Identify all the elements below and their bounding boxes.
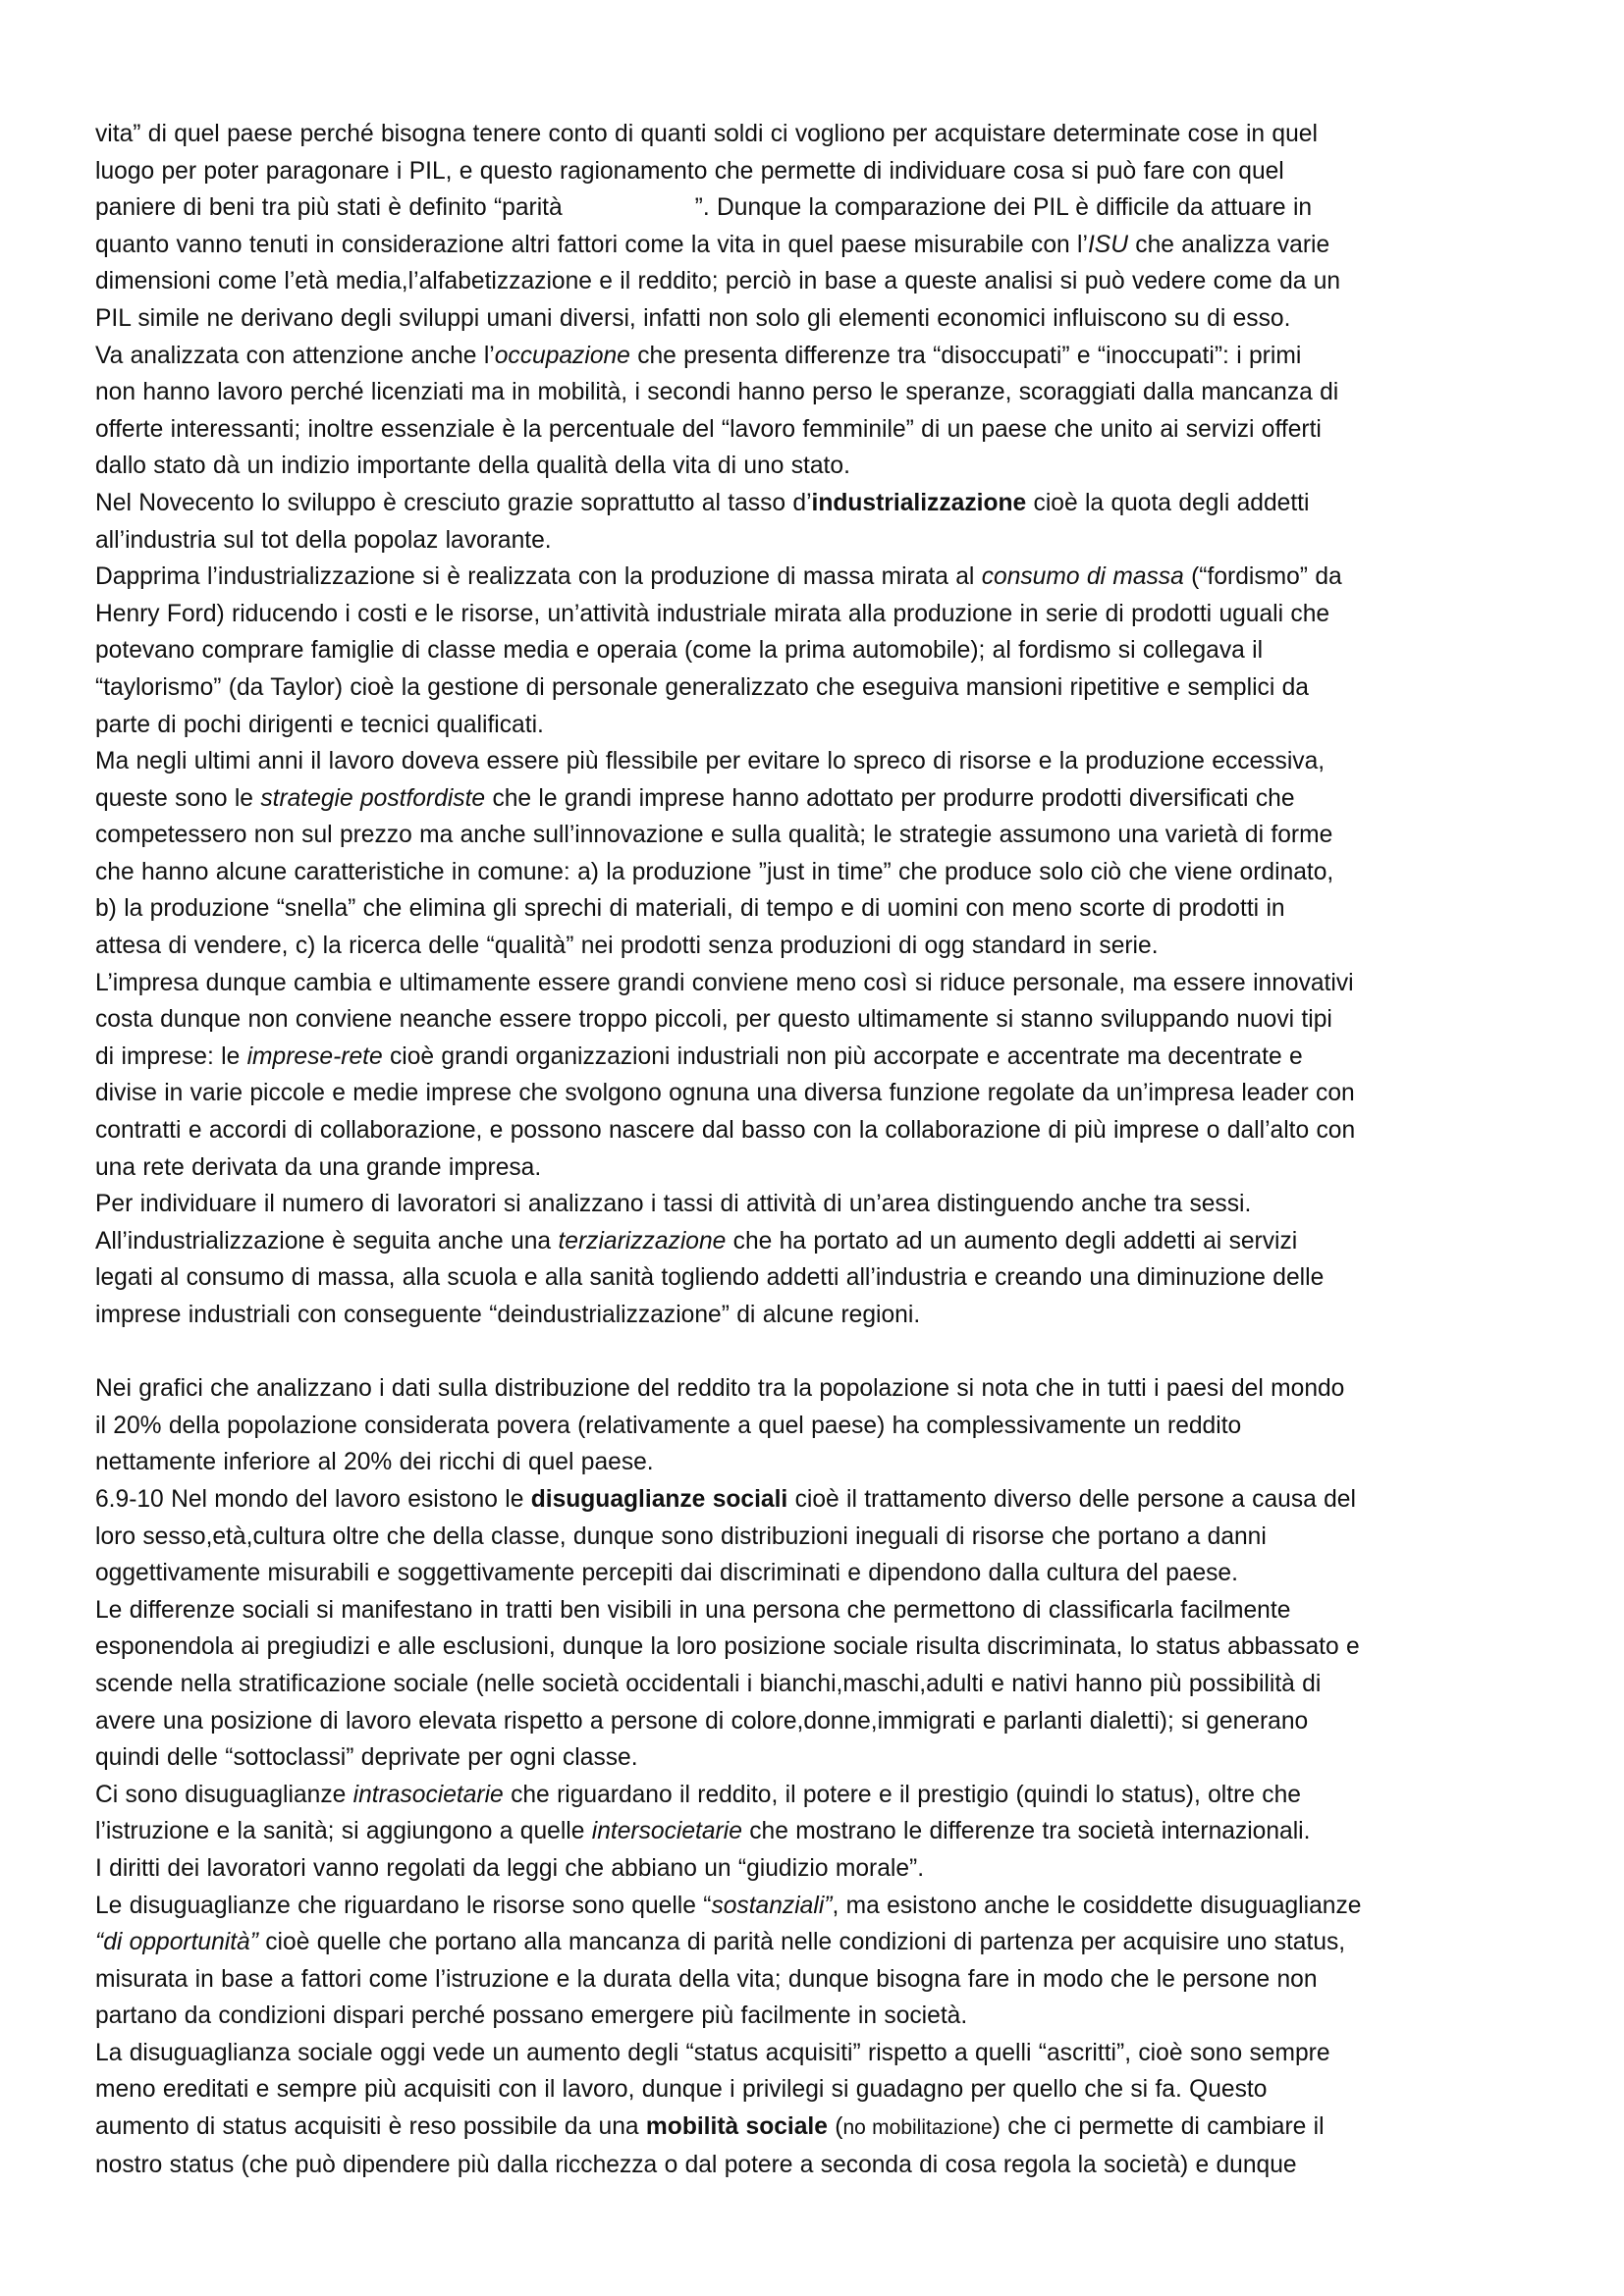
text-run: Ma negli ultimi anni il lavoro doveva essere più flessibile per evitare lo spreco di risorse e la produzione eccessiva, [95,748,1326,775]
text-line [95,1961,1539,1999]
text-run: parte di pochi dirigenti e tecnici qualificati. [95,711,544,738]
text-line [95,965,1539,1002]
text-run: che hanno alcune caratteristiche in comune: a) la produzione ”just in time” che produce solo ciò che viene ordinato, [95,858,1334,885]
text-line [95,1001,1539,1039]
text-run: loro sesso,età,cultura oltre che della classe, dunque sono distribuzioni ineguali di risorse che portano a danni [95,1522,1267,1550]
text-run: Va analizzata con attenzione anche l’ [95,342,495,369]
text-line [95,1149,1539,1187]
text-run: di imprese: le [95,1042,247,1070]
paragraph [95,743,1539,965]
text-run: meno ereditati e sempre più acquisiti con il lavoro, dunque i privilegi si guadagno per quello che si fa. Questo [95,2076,1268,2104]
text-run: queste sono le [95,784,261,812]
italic-term: imprese-rete [246,1042,383,1070]
text-run: divise in varie piccole e medie imprese che svolgono ognuna una diversa funzione regolate da un’impresa leader con [95,1080,1355,1107]
text-line [95,1519,1539,1556]
italic-term: intrasocietarie [352,1781,504,1808]
text-line [95,890,1539,928]
text-line [95,1703,1539,1740]
italic-term: terziarizzazione [558,1227,727,1255]
text-line [95,1850,1539,1888]
text-run: cioè grandi organizzazioni industriali non più accorpate e accentrate ma decentrate e [382,1042,1303,1070]
text-line [95,1186,1539,1223]
text-run: dimensioni come l’età media,l’alfabetizzazione e il reddito; perciò in base a queste analisi si può vedere come da un [95,268,1341,295]
bold-term: disuguaglianze sociali [530,1485,788,1513]
text-run: quanto vanno tenuti in considerazione altri fattori come la vita in quel paese misurabile con l’ [95,231,1088,258]
text-run: La disuguaglianza sociale oggi vede un aumento degli “status acquisiti” rispetto a quelli “ascritti”, cioè sono sempre [95,2039,1330,2066]
paragraph [95,1186,1539,1223]
text-run: Henry Ford) riducendo i costi e le risorse, un’attività industriale mirata alla produzione in serie di prodotti uguali che [95,600,1330,627]
paragraph [95,1370,1539,1481]
text-run: vita” di quel paese perché bisogna tenere conto di quanti soldi ci vogliono per acquistare determinate cose in quel [95,121,1318,147]
text-line [95,1075,1539,1112]
text-line [95,338,1539,375]
text-line [95,1998,1539,2035]
small-note: no mobilitazione [842,2116,993,2140]
text-line [95,1739,1539,1777]
text-line [95,1408,1539,1445]
text-line [95,1888,1539,1925]
text-run: nettamente inferiore al 20% dei ricchi di quel paese. [95,1449,654,1476]
paragraph [95,1777,1539,1850]
text-run: 6.9-10 Nel mondo del lavoro esistono le [95,1485,531,1513]
text-line [95,2071,1539,2109]
text-line [95,2035,1539,2072]
text-line [95,1924,1539,1961]
text-run: cioè quelle che portano alla mancanza di parità nelle condizioni di partenza per acquisire uno status, [257,1929,1346,1956]
italic-term: sostanziali” [711,1892,833,1919]
paragraph [95,1850,1539,1888]
text-line [95,1259,1539,1297]
text-run: Nei grafici che analizzano i dati sulla distribuzione del reddito tra la popolazione si nota che in tutti i paesi del mondo [95,1375,1345,1403]
text-run: Ci sono disuguaglianze [95,1781,353,1808]
text-run: partano da condizioni dispari perché possano emergere più facilmente in società. [95,2002,968,2030]
text-run: Per individuare il numero di lavoratori si analizzano i tassi di attività di un’area distinguendo anche tra sessi. [95,1191,1252,1218]
text-line [95,153,1539,190]
text-run: Le disuguaglianze che riguardano le risorse sono quelle “ [95,1892,712,1919]
text-line [95,189,1539,227]
text-run: paniere di beni tra più stati è definito “parità [95,194,563,222]
paragraph-spacer [95,1334,1539,1371]
italic-term: occupazione [494,342,630,369]
paragraph [95,116,1539,338]
text-run: ( [827,2113,843,2141]
text-run: Dapprima l’industrializzazione si è realizzata con la produzione di massa mirata al [95,563,982,591]
text-line [95,448,1539,485]
text-run: non hanno lavoro perché licenziati ma in mobilità, i secondi hanno perso le speranze, scoraggiati dalla mancanza di [95,379,1339,406]
text-line [95,485,1539,522]
text-line [95,2109,1539,2147]
text-line [95,1592,1539,1629]
text-run: cioè il trattamento diverso delle persone a causa del [787,1485,1356,1513]
text-run: (“fordismo” da [1183,563,1342,591]
paragraph [95,1223,1539,1334]
text-run: dallo stato dà un indizio importante della qualità della vita di uno stato. [95,453,850,480]
text-run: che mostrano le differenze tra società internazionali. [741,1818,1311,1845]
text-line [95,1629,1539,1666]
paragraph [95,1481,1539,1592]
text-line [95,1039,1539,1076]
text-line [95,374,1539,411]
text-line [95,854,1539,891]
text-line [95,1813,1539,1850]
text-line [95,817,1539,854]
text-line [95,780,1539,818]
text-line [95,2147,1539,2184]
text-line [95,596,1539,633]
text-run: competessero non sul prezzo ma anche sull’innovazione e sulla qualità; le strategie assumono una varietà di forme [95,822,1333,849]
bold-term: mobilità sociale [645,2113,828,2141]
text-run: scende nella stratificazione sociale (nelle società occidentali i bianchi,maschi,adulti e nativi hanno più possibilità di [95,1670,1322,1697]
bold-term: industrializzazione [811,489,1027,516]
text-line [95,632,1539,669]
italic-term: strategie postfordiste [260,784,486,812]
text-run: cioè la quota degli addetti [1026,489,1310,516]
text-run: oggettivamente misurabili e soggettivamente percepiti dai discriminati e dipendono dalla cultura del paese. [95,1560,1238,1587]
text-line [95,743,1539,780]
italic-term: “di opportunità” [95,1929,258,1956]
text-line [95,1444,1539,1481]
text-run: imprese industriali con conseguente “deindustrializzazione” di alcune regioni. [95,1302,921,1328]
text-line [95,1370,1539,1408]
text-run: quindi delle “sottoclassi” deprivate per ogni classe. [95,1744,638,1772]
text-run: ”. Dunque la comparazione dei PIL è difficile da attuare in [694,194,1313,222]
text-line [95,707,1539,744]
paragraph [95,965,1539,1187]
text-line [95,1666,1539,1703]
paragraph [95,485,1539,559]
text-run: che ha portato ad un aumento degli addetti ai servizi [726,1227,1298,1255]
text-line [95,1481,1539,1519]
text-run: luogo per poter paragonare i PIL, e questo ragionamento che permette di individuare cosa si può fare con quel [95,157,1284,185]
text-run: Nel Novecento lo sviluppo è cresciuto grazie soprattutto al tasso d’ [95,489,812,516]
text-run: legati al consumo di massa, alla scuola e alla sanità togliendo addetti all’industria e creando una diminuzione delle [95,1264,1325,1292]
text-run: contratti e accordi di collaborazione, e possono nascere dal basso con la collaborazione di più imprese o dall’alto con [95,1117,1356,1145]
paragraph [95,1592,1539,1777]
paragraph [95,2035,1539,2183]
italic-term: ISU [1087,231,1128,258]
text-line [95,300,1539,338]
text-run: il 20% della popolazione considerata povera (relativamente a quel paese) ha complessivamente un reddito [95,1412,1242,1439]
italic-term: consumo di massa [981,563,1184,591]
text-run: che analizza varie [1127,231,1330,258]
text-line [95,928,1539,965]
text-run: Le differenze sociali si manifestano in tratti ben visibili in una persona che permettono di classificarla facilmente [95,1596,1291,1624]
text-line [95,1777,1539,1814]
text-run: misurata in base a fattori come l’istruzione e la durata della vita; dunque bisogna fare in modo che le persone non [95,1965,1318,1993]
text-line [95,263,1539,300]
text-run: che riguardano il reddito, il potere e il prestigio (quindi lo status), oltre che [503,1781,1301,1808]
text-run: offerte interessanti; inoltre essenziale è la percentuale del “lavoro femminile” di un paese che unito ai servizi offerti [95,415,1322,443]
text-line [95,1555,1539,1592]
text-run: I diritti dei lavoratori vanno regolati da leggi che abbiano un “giudizio morale”. [95,1854,925,1882]
text-run: “taylorismo” (da Taylor) cioè la gestione di personale generalizzato che eseguiva mansioni ripetitive e semplici da [95,673,1309,701]
paragraph [95,1888,1539,2035]
text-run: ) che ci permette di cambiare il [992,2113,1325,2141]
italic-term: intersocietarie [591,1818,742,1845]
text-run: L’impresa dunque cambia e ultimamente essere grandi conviene meno così si riduce personale, ma essere innovativi [95,969,1354,996]
text-run: PIL simile ne derivano degli sviluppi umani diversi, infatti non solo gli elementi economici influiscono su di esso. [95,304,1291,332]
text-run: l’istruzione e la sanità; si aggiungono a quelle [95,1818,592,1845]
paragraph [95,559,1539,743]
text-run: una rete derivata da una grande impresa. [95,1153,542,1181]
text-run: esponendola ai pregiudizi e alle esclusioni, dunque la loro posizione sociale risulta discriminata, lo status abbassato e [95,1633,1360,1661]
text-run: b) la produzione “snella” che elimina gli sprechi di materiali, di tempo e di uomini con meno scorte di prodotti in [95,895,1285,923]
text-run: che le grandi imprese hanno adottato per produrre prodotti diversificati che [485,784,1295,812]
text-line [95,411,1539,449]
text-run: attesa di vendere, c) la ricerca delle “qualità” nei prodotti senza produzioni di ogg standard in serie. [95,933,1159,960]
text-run: potevano comprare famiglie di classe media e operaia (come la prima automobile); al fordismo si collegava il [95,637,1264,665]
text-run: avere una posizione di lavoro elevata rispetto a persone di colore,donne,immigrati e parlanti dialetti); si generano [95,1707,1309,1735]
text-line [95,559,1539,596]
text-line [95,522,1539,560]
text-line [95,227,1539,264]
paragraph [95,338,1539,485]
text-run: all’industria sul tot della popolaz lavorante. [95,526,552,554]
text-run: aumento di status acquisiti è reso possibile da una [95,2113,646,2141]
text-line [95,1223,1539,1260]
text-run: che presenta differenze tra “disoccupati” e “inoccupati”: i primi [629,342,1302,369]
text-line [95,1112,1539,1149]
text-run: nostro status (che può dipendere più dalla ricchezza o dal potere a seconda di cosa regola la società) e dunque [95,2151,1297,2178]
text-line [95,1297,1539,1334]
text-line [95,116,1539,153]
text-line [95,669,1539,707]
text-run: costa dunque non conviene neanche essere troppo piccoli, per questo ultimamente si stanno sviluppando nuovi tipi [95,1006,1332,1034]
text-run: , ma esistono anche le cosiddette disuguaglianze [832,1892,1362,1919]
document-body [95,116,1539,2183]
text-run: All’industrializzazione è seguita anche una [95,1227,559,1255]
